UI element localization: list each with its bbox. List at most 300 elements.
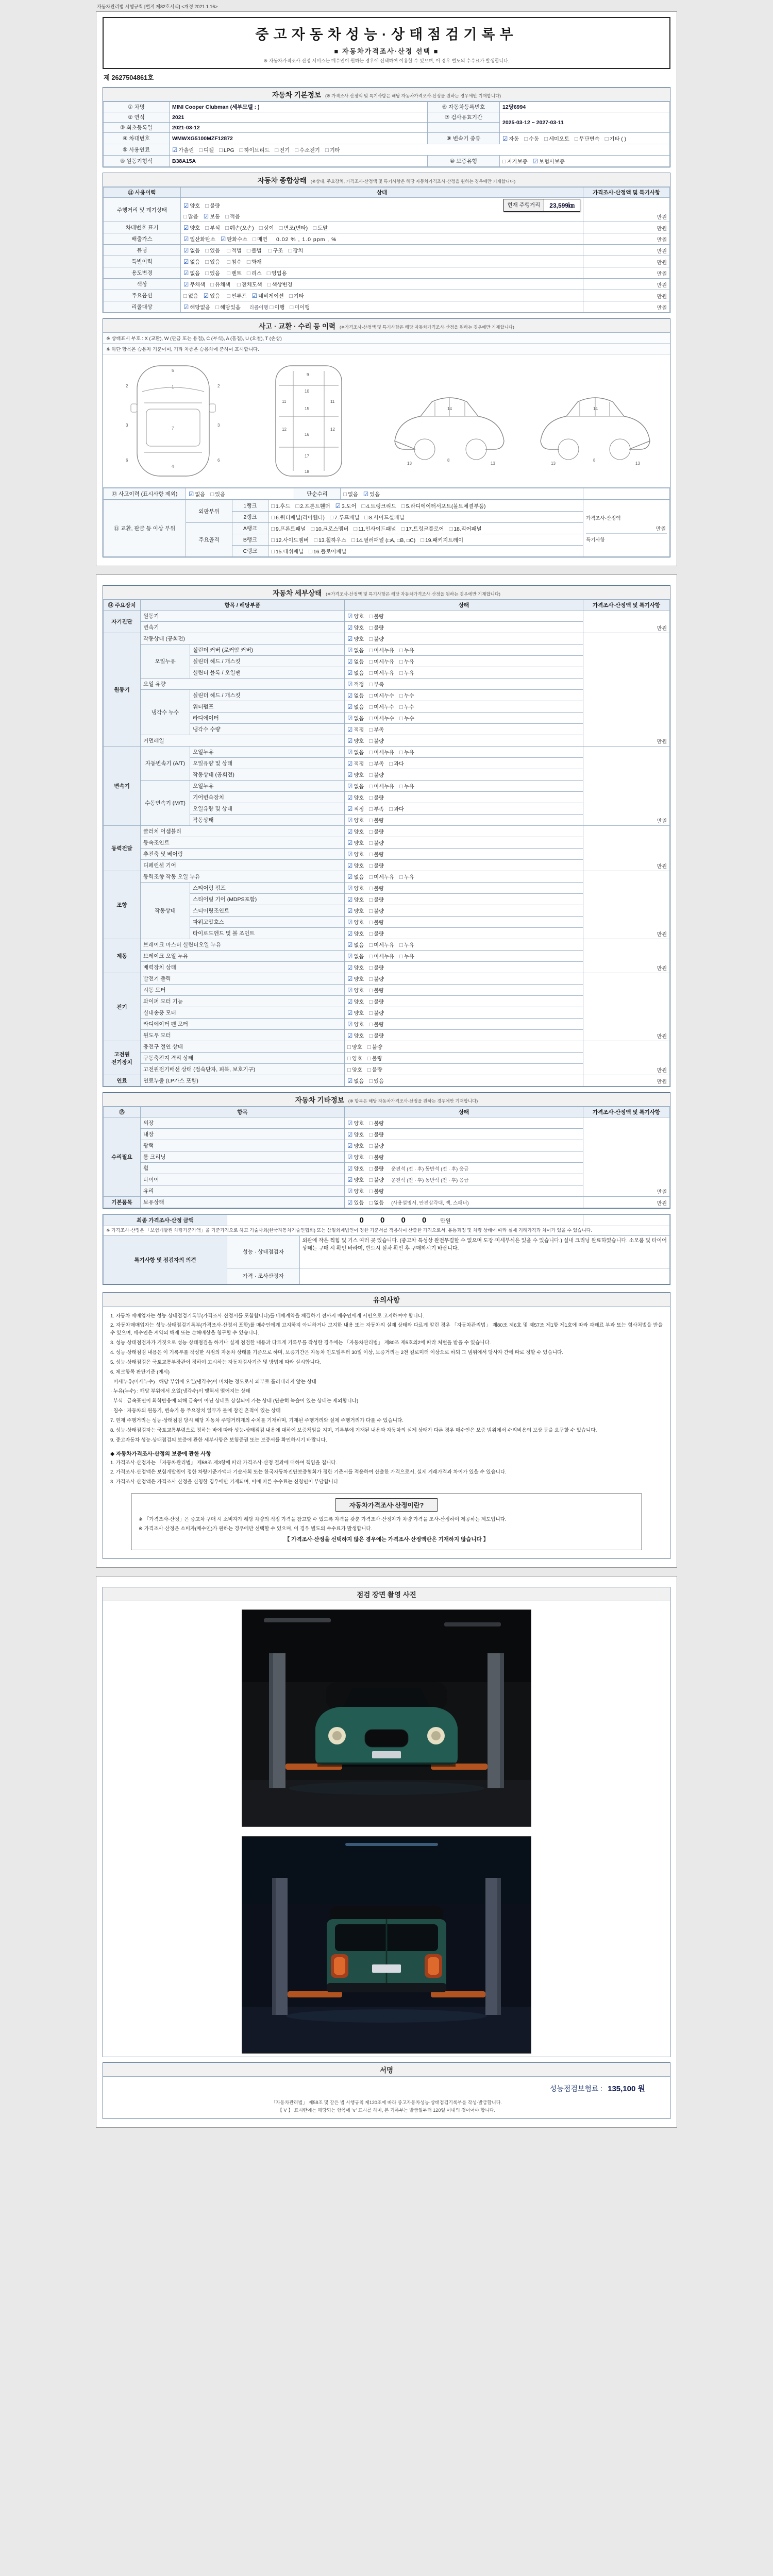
- item-label: 디페런셜 기어: [141, 860, 345, 871]
- device-cell: 고전원 전기장치: [104, 1041, 141, 1075]
- checkbox-option[interactable]: □ 미세누유: [369, 942, 394, 948]
- checkbox-option[interactable]: □ 디젤: [199, 147, 214, 154]
- checkbox-option[interactable]: ☑ 없음: [183, 270, 200, 277]
- checkbox-option[interactable]: ☑ 양호: [347, 772, 364, 778]
- checkbox-option[interactable]: □ 불량: [369, 1121, 384, 1127]
- checkbox-option[interactable]: □ 미세누수: [369, 693, 394, 699]
- checkbox-option[interactable]: □ 불량: [367, 1044, 382, 1050]
- device-cell: 동력전달: [104, 826, 141, 871]
- detail-row: [104, 611, 670, 622]
- infobox-title: 자동차가격조사·산정이란?: [335, 1498, 438, 1512]
- checkbox-option[interactable]: □ 세미오토: [544, 136, 569, 142]
- checkbox-option[interactable]: □ 훼손(오손): [225, 225, 254, 231]
- checkbox-option[interactable]: ☑ 없음: [183, 248, 200, 254]
- checkbox-option[interactable]: ☑ 양호: [347, 829, 364, 835]
- checkbox-option[interactable]: ☑ 양호: [347, 1189, 364, 1195]
- row-special-history: 특별이력 ☑ 없음 □ 있음 □ 침수 □ 화재 만원: [104, 256, 670, 267]
- checkbox-option[interactable]: □ 불량: [369, 614, 384, 620]
- checkbox-option[interactable]: □ 5.라디에이터서포트(볼트체결부품): [401, 503, 486, 510]
- item-label: 클러치 어셈블리: [141, 826, 345, 837]
- checkbox-option[interactable]: ☑ 양호: [347, 1132, 364, 1138]
- status-cell: [345, 713, 583, 724]
- emission-values: 0.02 % , 1.0 ppm , %: [276, 236, 337, 243]
- checkbox-option[interactable]: □ 불량: [369, 988, 384, 994]
- checkbox-option[interactable]: ☑ 양호: [183, 203, 200, 209]
- option-exist-options: [183, 293, 225, 299]
- item-label: 오일유량 및 상태: [190, 758, 345, 769]
- price-cell: 만원: [583, 871, 670, 939]
- checkbox-option[interactable]: ☑ 양호: [347, 636, 364, 642]
- checkbox-option[interactable]: □ 미세누수: [369, 704, 394, 710]
- price-guarantee-item: 1. 가격조사·산정자는 「자동차관리법」 제58조 제3항에 따라 가격조사·산정 결과에 대하여 책임을 집니다.: [110, 1460, 338, 1466]
- checkbox-option[interactable]: □ 16.플로어패널: [309, 549, 347, 555]
- signature-title: 서명: [103, 2063, 670, 2077]
- checkbox-option[interactable]: □ 누유: [399, 954, 414, 960]
- checkbox-option[interactable]: ☑ 양호: [347, 999, 364, 1005]
- document-frame: [96, 0, 677, 2149]
- checkbox-option[interactable]: □ 부족: [369, 806, 384, 812]
- checkbox-option[interactable]: □ 불량: [369, 920, 384, 926]
- checkbox-option[interactable]: □ 15.대쉬패널: [271, 549, 304, 555]
- final-price-unit: 만원: [440, 1218, 451, 1224]
- status-cell: [345, 1064, 583, 1075]
- tuning-kind-options: [268, 248, 309, 254]
- checkbox-option[interactable]: □ 불량: [367, 1067, 382, 1073]
- status-cell: [345, 1185, 583, 1197]
- checkbox-option[interactable]: □ 불량: [369, 852, 384, 858]
- checkbox-option[interactable]: □ 불량: [369, 863, 384, 869]
- checkbox-option[interactable]: ☑ 없음: [347, 716, 364, 722]
- tuning-exist-options: [183, 248, 225, 254]
- checkbox-option[interactable]: □ 수소전기: [295, 147, 320, 154]
- checkbox-option[interactable]: ☑ 양호: [347, 1143, 364, 1149]
- checkbox-option[interactable]: □ 미세누유: [369, 648, 394, 654]
- checkbox-option[interactable]: □ 무단변속: [574, 136, 600, 142]
- checkbox-option[interactable]: □ 8.사이드실패널: [364, 515, 405, 521]
- checkbox-option[interactable]: ☑ 자동: [502, 136, 519, 142]
- status-cell: [345, 633, 583, 645]
- item-label: 휠: [141, 1163, 345, 1174]
- checkbox-option[interactable]: ☑ 양호: [347, 625, 364, 631]
- status-cell: [345, 1117, 583, 1129]
- checkbox-option[interactable]: □ 구조: [268, 248, 283, 254]
- checkbox-option[interactable]: □ 7.루프패널: [329, 515, 360, 521]
- price-select-subtitle: ■ 자동차가격조사·산정 선택 ■: [334, 47, 439, 55]
- svg-text:18: 18: [304, 469, 309, 474]
- checkbox-option[interactable]: □ 적음: [225, 214, 240, 220]
- checkbox-option[interactable]: □ 없음: [343, 492, 358, 498]
- checkbox-option[interactable]: □ 불량: [369, 1177, 384, 1183]
- checkbox-option[interactable]: □ 11.인사이드패널: [354, 526, 396, 532]
- checkbox-option[interactable]: □ 불량: [369, 908, 384, 914]
- checkbox-option[interactable]: ☑ 있음: [363, 492, 380, 498]
- checkbox-option[interactable]: □ 부족: [369, 682, 384, 688]
- checkbox-option[interactable]: □ 12.사이드멤버: [271, 537, 309, 544]
- checkbox-option[interactable]: □ 불량: [369, 636, 384, 642]
- checkbox-option[interactable]: ☑ 없음: [189, 492, 206, 498]
- checkbox-option[interactable]: □ 매연: [253, 236, 268, 243]
- checkbox-option[interactable]: ☑ 일산화탄소: [183, 236, 216, 243]
- notice-item: 8. 성능·상태점검자는 국토교통부령으로 정하는 바에 따라 성능·상태점검 내용에 대하여 보증책임을 지며, 기록부에 기재된 내용과 자동차의 실제 상태가 다른 경우 매수인은 보증 범위에서 수리비용의 보상 등을 요구할 수 있습니다.: [110, 1427, 597, 1433]
- mileage-amount-options: [183, 212, 580, 221]
- checkbox-option[interactable]: ☑ 무채색: [183, 282, 206, 288]
- vin-mark-options: [181, 222, 583, 233]
- item-label: 외장: [141, 1117, 345, 1129]
- checkbox-option[interactable]: ☑ 양호: [347, 908, 364, 914]
- color-tone-options: [183, 282, 236, 288]
- checkbox-option[interactable]: □ 불량: [369, 1132, 384, 1138]
- checkbox-option[interactable]: □ 렌트: [227, 270, 242, 277]
- checkbox-option[interactable]: □ 미세누유: [369, 954, 394, 960]
- checkbox-option[interactable]: □ 19.패키지트레이: [421, 537, 464, 544]
- checkbox-option[interactable]: ☑ 적정: [347, 761, 364, 767]
- item-label: 오일누유: [190, 781, 345, 792]
- checkbox-option[interactable]: □ 불량: [369, 625, 384, 631]
- checkbox-option[interactable]: □ 불량: [369, 1010, 384, 1016]
- notice-item: 5. 성능·상태점검은 국토교통부장관이 정하여 고시하는 자동차검사기준 및 방법에 따라 실시합니다.: [110, 1359, 321, 1365]
- checkbox-option[interactable]: □ 미세누유: [369, 784, 394, 790]
- checkbox-option[interactable]: □ 기타: [325, 147, 340, 154]
- checkbox-option[interactable]: ☑ 없음: [347, 648, 364, 654]
- status-cell: [345, 803, 583, 815]
- signature-line-2: 【 V 】 표시란에는 해당되는 항목에 '∨' 표시를 하며, 본 기록부는 발급일부터 120일 이내의 것이어야 합니다.: [278, 2107, 495, 2113]
- checkbox-option[interactable]: □ 불량: [369, 931, 384, 937]
- row-tuning: 튜닝 ☑ 없음 □ 있음 □ 적법 □ 불법 □ 구조 □ 장치 만원: [104, 245, 670, 256]
- notices-list: [110, 1313, 663, 1445]
- subgroup-cell: 수동변속기 (M/T): [141, 781, 190, 826]
- checkbox-option[interactable]: □ 많음: [183, 214, 198, 220]
- item-label: 작동상태 (공회전): [190, 769, 345, 781]
- notice-item: 7. 현재 주행거리는 성능·상태점검 당시 해당 자동차 주행거리계의 수치를 기재하며, 기재된 주행거리와 실제 주행거리가 다를 수 있습니다.: [110, 1417, 404, 1423]
- checkbox-option[interactable]: □ 없음: [183, 293, 198, 299]
- status-cell: [345, 769, 583, 781]
- checkbox-option[interactable]: □ 부식: [205, 225, 221, 231]
- checkbox-option[interactable]: □ 있음: [205, 270, 221, 277]
- checkbox-option[interactable]: □ 누수: [399, 704, 414, 710]
- checkbox-option[interactable]: □ 미세누유: [369, 670, 394, 676]
- checkbox-option[interactable]: □ 하이브리드: [239, 147, 270, 154]
- checkbox-option[interactable]: □ 장치: [288, 248, 304, 254]
- vin-value: WMWXG5100MZF12872: [170, 133, 428, 144]
- checkbox-option[interactable]: □ 부족: [369, 727, 384, 733]
- checkbox-option[interactable]: □ 있음: [205, 259, 221, 265]
- status-cell: [345, 1197, 583, 1208]
- checkbox-option[interactable]: □ 불량: [369, 886, 384, 892]
- status-cell: [345, 735, 583, 747]
- checkbox-option[interactable]: □ 불량: [369, 1189, 384, 1195]
- etc-info-table: ⑮ 항목 상태 가격조사·산정액 및 특기사항 수리필요 외장 ☑ 양호 □ 불량 만원 내장 ☑ 양호 □ 불량 광택 ☑ 양호 □ 불량 룸 크리닝 ☑ 양호 □ 불량 휠 ☑ 양호 □ 불량 운전석 (전 · 후) 동반석 (전 · 후) 응급 타이어 ☑ 양호 □ 불량 운전석 (전 · 후) 동반석 (전 · 후) 응급 유리 ☑ 양호 □ 불량 기본품목 보유상태 ☑ 있음 □ 없음 (사용설명서, 안전삼각대, 잭, 스패너) 만원: [103, 1107, 670, 1208]
- checkbox-option[interactable]: □ 없음: [369, 1200, 384, 1206]
- status-extra: 운전석 (전 · 후) 동반석 (전 · 후) 응급: [391, 1166, 469, 1172]
- checkbox-option[interactable]: ☑ 양호: [347, 852, 364, 858]
- checkbox-option[interactable]: ☑ 있음: [347, 1200, 364, 1206]
- checkbox-option[interactable]: □ 누수: [399, 693, 414, 699]
- checkbox-option[interactable]: ☑ 있음: [203, 293, 221, 299]
- checkbox-option[interactable]: □ 기타: [289, 293, 304, 299]
- checkbox-option[interactable]: ☑ 적정: [347, 727, 364, 733]
- checkbox-option[interactable]: □ LPG: [219, 147, 234, 154]
- notice-item: 2. 자동차매매업자는 성능·상태점검기록부(가격조사·산정서 포함)를 매수인에게 고지하지 아니하거나 고지한 내용 또는 자동차의 실제 상태와 다르게 알린 경우 「자동차관리법」 제80조 제6호 및 제57조 제1항 제1호에 따라 과태료 부과 또는 형사처벌을 받을 수 있으며, 매수인은 계약의 해제 또는 손해배상을 청구할 수 있습니다.: [110, 1323, 663, 1336]
- checkbox-option[interactable]: ☑ 양호: [347, 976, 364, 982]
- checkbox-option[interactable]: □ 유채색: [210, 282, 230, 288]
- svg-text:13: 13: [490, 461, 495, 466]
- checkbox-option[interactable]: □ 9.프론트패널: [271, 526, 306, 532]
- mark-legend-2: ※ 하단 항목은 승용차 기준이며, 기타 차종은 승용차에 준하여 표시합니다.: [103, 344, 670, 354]
- checkbox-option[interactable]: □ 전체도색: [237, 282, 262, 288]
- checkbox-option[interactable]: □ 미세누유: [369, 750, 394, 756]
- item-label: 실린더 커버 (로커암 커버): [190, 645, 345, 656]
- checkbox-option[interactable]: □ 불법: [246, 248, 262, 254]
- checkbox-option[interactable]: ☑ 양호: [347, 988, 364, 994]
- checkbox-option[interactable]: □ 누유: [399, 874, 414, 880]
- transmission-options: [500, 133, 670, 144]
- checkbox-option[interactable]: ☑ 양호: [347, 965, 364, 971]
- checkbox-option[interactable]: ☑ 양호: [347, 1022, 364, 1028]
- checkbox-option[interactable]: □ 18.리어패널: [449, 526, 482, 532]
- item-label: 원동기: [141, 611, 345, 622]
- checkbox-option[interactable]: □ 불량: [369, 795, 384, 801]
- row-usage-change: 용도변경 ☑ 없음 □ 있음 □ 렌트 □ 리스 □ 영업용 만원: [104, 267, 670, 279]
- item-label: 등속조인트: [141, 837, 345, 849]
- checkbox-option[interactable]: □ 적법: [227, 248, 242, 254]
- checkbox-option[interactable]: □ 불량: [367, 1056, 382, 1062]
- status-cell: [345, 871, 583, 883]
- reg-no-label: ⑥ 자동차등록번호: [428, 102, 500, 112]
- item-label: 보유상태: [141, 1197, 345, 1208]
- status-cell: [345, 758, 583, 769]
- checkbox-option[interactable]: ☑ 양호: [347, 920, 364, 926]
- row-mileage: 주행거리 및 계기상태 ☑ 양호 □ 불량 현재 주행거리 23,599㎞ □ 많음 ☑ 보통 □ 적음 만원: [104, 198, 670, 222]
- checkbox-option[interactable]: □ 썬루프: [227, 293, 247, 299]
- checkbox-option[interactable]: □ 17.트렁크플로어: [401, 526, 444, 532]
- svg-text:16: 16: [304, 432, 309, 437]
- item-label: 커먼레일: [141, 735, 345, 747]
- checkbox-option[interactable]: ☑ 없음: [347, 693, 364, 699]
- checkbox-option[interactable]: □ 미세누유: [369, 874, 394, 880]
- rankC-parts: [268, 546, 583, 557]
- final-price-label: 최종 가격조사·산정 금액: [104, 1215, 227, 1226]
- checkbox-option[interactable]: □ 미이행: [290, 304, 310, 311]
- checkbox-option[interactable]: ☑ 양호: [347, 1010, 364, 1016]
- status-cell: [345, 1140, 583, 1151]
- etc-info-section: [103, 1092, 670, 1209]
- checkbox-option[interactable]: □ 영업용: [266, 270, 287, 277]
- checkbox-option[interactable]: □ 불량: [369, 976, 384, 982]
- checkbox-option[interactable]: ☑ 적정: [347, 682, 364, 688]
- checkbox-option[interactable]: □ 6.쿼터패널(리어휀더): [271, 515, 325, 521]
- subgroup-cell: 작동상태: [141, 883, 190, 939]
- device-cell: 원동기: [104, 633, 141, 747]
- checkbox-option[interactable]: □ 누유: [399, 784, 414, 790]
- checkbox-option[interactable]: ☑ 양호: [347, 614, 364, 620]
- checkbox-option[interactable]: ☑ 양호: [347, 1033, 364, 1039]
- device-cell: 조향: [104, 871, 141, 939]
- overall-table: [103, 187, 670, 313]
- price-cell: 만원: [583, 1117, 670, 1197]
- sheet-2: [96, 574, 677, 1568]
- detail-condition-section: [103, 585, 670, 1087]
- checkbox-option[interactable]: ☑ 양호: [347, 1155, 364, 1161]
- checkbox-option[interactable]: □ 미세누유: [369, 659, 394, 665]
- checkbox-option[interactable]: □ 누유: [399, 942, 414, 948]
- notice-item: · 미세누유(미세누수) : 해당 부위에 오일(냉각수)이 비치는 정도로서 외부로 흘러내리지 않는 상태: [110, 1379, 317, 1385]
- checkbox-option[interactable]: ☑ 없음: [347, 1078, 364, 1084]
- checkbox-option[interactable]: □ 변조(변타): [279, 225, 308, 231]
- checkbox-option[interactable]: □ 누유: [399, 659, 414, 665]
- tuning-legal-options: [227, 248, 267, 254]
- checkbox-option[interactable]: ☑ 양호: [183, 225, 200, 231]
- checkbox-option[interactable]: □ 이행: [270, 304, 285, 311]
- checkbox-option[interactable]: □ 불량: [369, 1166, 384, 1172]
- checkbox-option[interactable]: □ 불량: [369, 818, 384, 824]
- checkbox-option[interactable]: ☑ 양호: [347, 897, 364, 903]
- checkbox-option[interactable]: ☑ 해당없음: [183, 304, 211, 311]
- checkbox-option[interactable]: ☑ 3.도어: [335, 503, 357, 510]
- checkbox-option[interactable]: □ 양호: [347, 1067, 362, 1073]
- checkbox-option[interactable]: ☑ 양호: [347, 738, 364, 744]
- notice-item: 6. 체크항목 판단기준 (예시): [110, 1369, 170, 1375]
- price-cell: 만원: [583, 826, 670, 871]
- item-label: 실내송풍 모터: [141, 1007, 345, 1019]
- checkbox-option[interactable]: □ 불량: [369, 1033, 384, 1039]
- checkbox-option[interactable]: ☑ 양호: [347, 795, 364, 801]
- checkbox-option[interactable]: ☑ 없음: [347, 670, 364, 676]
- item-label: 타이어: [141, 1174, 345, 1185]
- checkbox-option[interactable]: □ 색상변경: [267, 282, 293, 288]
- checkbox-option[interactable]: □ 누유: [399, 750, 414, 756]
- final-price-note: ※ 가격조사·산정은 「보험개발원 차량기준가액」을 기준가격으로 하고 기술사회(한국자동차기술인협회) 또는 삼일회계법인이 정한 기준서를 적용하여 산출한 가격으로서, 유통과정 및 차량 상태에 따라 실제 거래가격과 차이가 있을 수 있습니다.: [104, 1226, 670, 1236]
- checkbox-option[interactable]: □ 1.후드: [271, 503, 291, 510]
- checkbox-option[interactable]: □ 있음: [205, 248, 221, 254]
- checkbox-option[interactable]: ☑ 양호: [347, 1121, 364, 1127]
- insurance-fee-value: 135,100 원: [608, 2084, 645, 2093]
- price-cell: 만원: [583, 1075, 670, 1087]
- checkbox-option[interactable]: □ 있음: [210, 492, 226, 498]
- checkbox-option[interactable]: ☑ 적정: [347, 806, 364, 812]
- checkbox-option[interactable]: □ 상이: [259, 225, 274, 231]
- checkbox-option[interactable]: ☑ 없음: [347, 942, 364, 948]
- svg-text:13: 13: [407, 461, 412, 466]
- checkbox-option[interactable]: ☑ 없음: [347, 750, 364, 756]
- checkbox-option[interactable]: ☑ 없음: [347, 784, 364, 790]
- status-cell: [345, 1030, 583, 1041]
- checkbox-option[interactable]: □ 전기: [275, 147, 290, 154]
- checkbox-option[interactable]: □ 해당있음: [215, 304, 241, 311]
- basic-info-table: [103, 101, 670, 167]
- checkbox-option[interactable]: ☑ 없음: [347, 874, 364, 880]
- checkbox-option[interactable]: □ 불량: [369, 897, 384, 903]
- checkbox-option[interactable]: □ 미세누수: [369, 716, 394, 722]
- checkbox-option[interactable]: ☑ 양호: [347, 840, 364, 846]
- checkbox-option[interactable]: □ 수동: [524, 136, 540, 142]
- checkbox-option[interactable]: ☑ 탄화수소: [221, 236, 248, 243]
- checkbox-option[interactable]: □ 리스: [246, 270, 262, 277]
- item-label: 룸 크리닝: [141, 1151, 345, 1163]
- checkbox-option[interactable]: □ 불량: [369, 1155, 384, 1161]
- checkbox-option[interactable]: □ 불량: [369, 772, 384, 778]
- checkbox-option[interactable]: □ 누유: [399, 670, 414, 676]
- item-label: 스티어링조인트: [190, 905, 345, 917]
- detail-row: [104, 1075, 670, 1087]
- checkbox-option[interactable]: □ 양호: [347, 1056, 362, 1062]
- checkbox-option[interactable]: ☑ 양호: [347, 886, 364, 892]
- checkbox-option[interactable]: ☑ 없음: [347, 659, 364, 665]
- status-cell: [345, 1174, 583, 1185]
- checkbox-option[interactable]: ☑ 없음: [347, 954, 364, 960]
- checkbox-option[interactable]: □ 불량: [369, 840, 384, 846]
- device-cell: 연료: [104, 1075, 141, 1087]
- item-label: 스티어링 펌프: [190, 883, 345, 894]
- checkbox-option[interactable]: □ 14.필러패널 (□A, □B, □C): [351, 537, 416, 544]
- checkbox-option[interactable]: □ 누유: [399, 648, 414, 654]
- checkbox-option[interactable]: □ 불량: [369, 999, 384, 1005]
- item-label: 실린더 블록 / 오일팬: [190, 667, 345, 679]
- checkbox-option[interactable]: ☑ 없음: [347, 704, 364, 710]
- checkbox-option[interactable]: ☑ 양호: [347, 931, 364, 937]
- infobox-highlight: 【 가격조사·산정을 선택하지 않은 경우에는 가격조사·산정액란은 기재하지 않습니다 】: [284, 1536, 489, 1543]
- checkbox-option[interactable]: □ 부족: [369, 761, 384, 767]
- checkbox-option[interactable]: □ 불량: [369, 1143, 384, 1149]
- checkbox-option[interactable]: □ 불량: [205, 203, 221, 209]
- device-cell: 전기: [104, 973, 141, 1041]
- final-price-table: [103, 1214, 670, 1284]
- svg-text:12: 12: [281, 427, 287, 432]
- checkbox-option[interactable]: □ 양호: [347, 1044, 362, 1050]
- checkbox-option[interactable]: □ 2.프론트휀더: [295, 503, 330, 510]
- checkbox-option[interactable]: ☑ 양호: [347, 1166, 364, 1172]
- checkbox-option[interactable]: □ 불량: [369, 965, 384, 971]
- row-recall: 리콜대상 ☑ 해당없음 □ 해당있음 리콜이행 □ 이행 □ 미이행 만원: [104, 301, 670, 313]
- checkbox-option[interactable]: □ 과다: [389, 806, 404, 812]
- insurance-fee: [112, 2083, 645, 2094]
- price-cell: 만원: [583, 1197, 670, 1208]
- checkbox-option[interactable]: □ 침수: [227, 259, 242, 265]
- row-accident-history: [104, 488, 670, 500]
- checkbox-option[interactable]: □ 불량: [369, 738, 384, 744]
- item-label: 발전기 출력: [141, 973, 345, 985]
- checkbox-option[interactable]: □ 10.크로스멤버: [311, 526, 349, 532]
- status-cell: [345, 939, 583, 951]
- checkbox-option[interactable]: ☑ 가솔린: [172, 147, 194, 154]
- item-label: 작동상태 (공회전): [141, 633, 345, 645]
- checkbox-option[interactable]: □ 있음: [369, 1078, 384, 1084]
- checkbox-option[interactable]: ☑ 없음: [183, 259, 200, 265]
- status-cell: [345, 1075, 583, 1087]
- checkbox-option[interactable]: □ 누수: [399, 716, 414, 722]
- checkbox-option[interactable]: □ 기타 ( ): [604, 136, 627, 142]
- checkbox-option[interactable]: ☑ 보통: [203, 214, 221, 220]
- warranty-label: ⑩ 보증유형: [428, 156, 500, 167]
- checkbox-option[interactable]: □ 불량: [369, 1022, 384, 1028]
- checkbox-option[interactable]: □ 도말: [313, 225, 328, 231]
- status-cell: [345, 724, 583, 735]
- checkbox-option[interactable]: □ 화재: [246, 259, 262, 265]
- price-cell: 만원: [583, 939, 670, 973]
- checkbox-option[interactable]: □ 과다: [389, 761, 404, 767]
- checkbox-option[interactable]: ☑ 양호: [347, 818, 364, 824]
- checkbox-option[interactable]: □ 13.휠하우스: [314, 537, 347, 544]
- checkbox-option[interactable]: □ 불량: [369, 829, 384, 835]
- checkbox-option[interactable]: ☑ 보험사보증: [532, 159, 565, 165]
- checkbox-option[interactable]: ☑ 양호: [347, 1177, 364, 1183]
- car-top-exterior-diagram: [113, 359, 233, 483]
- checkbox-option[interactable]: □ 자가보증: [502, 159, 528, 165]
- accident-history-table: [103, 488, 670, 500]
- checkbox-option[interactable]: ☑ 양호: [347, 863, 364, 869]
- checkbox-option[interactable]: ☑ 네비게이션: [251, 293, 284, 299]
- checkbox-option[interactable]: □ 4.트렁크리드: [361, 503, 396, 510]
- basic-info-title: 자동차 기본정보 (※ 가격조사·산정액 및 특기사항은 해당 자동차가격조사·산정을 원하는 경우에만 기재합니다): [103, 88, 670, 101]
